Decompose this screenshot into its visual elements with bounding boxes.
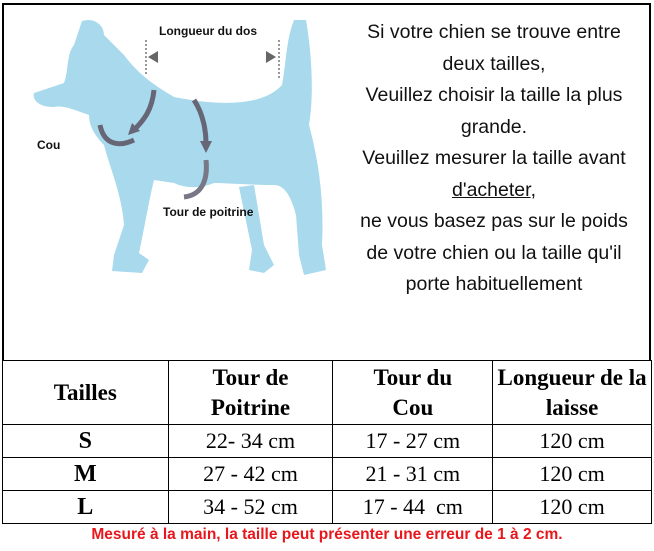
header-chest: Tour de Poitrine: [168, 361, 333, 425]
table-row: [3, 458, 652, 491]
punctuation: ,: [530, 178, 536, 201]
dog-silhouette-illustration: [24, 15, 344, 295]
advice-line: grande.: [460, 115, 528, 138]
header-sizes: Tailles: [3, 361, 169, 425]
size-cell: M: [3, 458, 169, 491]
chest-cell: 34 - 52 cm: [168, 491, 333, 524]
neck-cell: 17 - 44 cm: [333, 491, 493, 524]
advice-line: Veuillez choisir la taille la plus: [365, 84, 623, 106]
sizing-advice-text: [339, 17, 649, 301]
size-cell: S: [3, 425, 169, 458]
advice-line: porte habituellement: [405, 273, 583, 295]
neck-label: Cou: [37, 138, 61, 152]
header-leash: Longueur de la laisse: [493, 361, 652, 425]
table-row: [3, 425, 652, 458]
advice-line: Si votre chien se trouve entre: [367, 21, 621, 43]
chest-cell: 22- 34 cm: [168, 425, 333, 458]
size-cell: L: [3, 491, 169, 524]
back-length-label: Longueur du dos: [159, 24, 257, 38]
advice-line: ne vous basez pas sur le poids: [360, 210, 628, 232]
chest-label: Tour de poitrine: [163, 205, 254, 219]
advice-line: de votre chien ou la taille qu'il: [366, 241, 622, 264]
header-neck: Tour du Cou: [333, 361, 493, 425]
leash-cell: 120 cm: [493, 458, 652, 491]
underlined-text: d'acheter: [452, 178, 531, 201]
diagram-panel: [2, 3, 651, 360]
leash-cell: 120 cm: [493, 425, 652, 458]
advice-line: [339, 175, 649, 207]
size-table: [2, 360, 652, 524]
leash-cell: 120 cm: [493, 491, 652, 524]
table-row: [3, 491, 652, 524]
neck-cell: 21 - 31 cm: [333, 458, 493, 491]
advice-line: Veuillez mesurer la taille avant: [362, 147, 626, 169]
neck-cell: 17 - 27 cm: [333, 425, 493, 458]
chest-cell: 27 - 42 cm: [168, 458, 333, 491]
measurement-note: Mesuré à la main, la taille peut présenter une erreur de 1 à 2 cm.: [91, 526, 563, 543]
table-header-row: [3, 361, 652, 425]
advice-line: deux tailles,: [442, 52, 546, 75]
